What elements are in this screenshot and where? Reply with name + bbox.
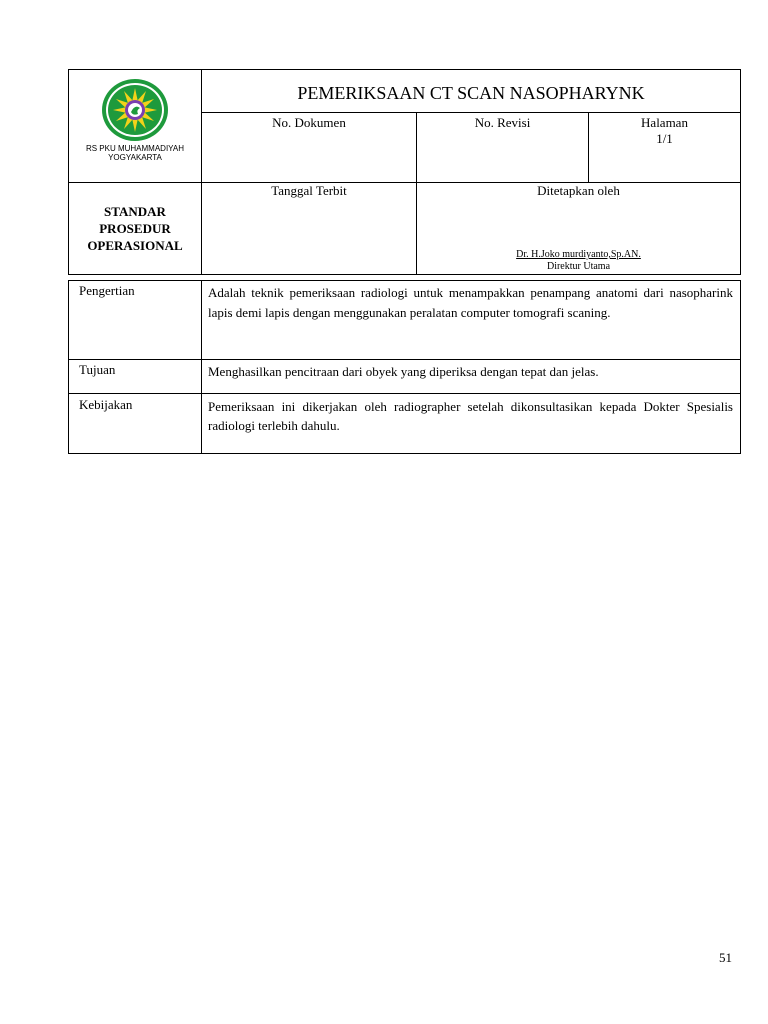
signer-name: Dr. H.Joko murdiyanto,Sp.AN. — [516, 249, 641, 260]
row-label-tujuan: Tujuan — [79, 362, 116, 377]
document-title: PEMERIKSAAN CT SCAN NASOPHARYNK — [297, 83, 645, 103]
tanggal-terbit-label: Tanggal Terbit — [271, 183, 347, 198]
row-label-kebijakan: Kebijakan — [79, 397, 133, 412]
row-label-pengertian: Pengertian — [79, 283, 135, 298]
no-dokumen-label: No. Dokumen — [272, 115, 346, 130]
sop-label: STANDAR PROSEDUR OPERASIONAL — [87, 204, 183, 253]
no-revisi-label: No. Revisi — [474, 115, 531, 130]
row-text-kebijakan: Pemeriksaan ini dikerjakan oleh radiographer setelah dikonsultasikan kepada Dokter Spesialis radiologi terlebih dahulu. — [208, 399, 733, 433]
signer-title: Direktur Utama — [546, 261, 611, 272]
hospital-logo — [101, 78, 169, 142]
institution-name: RS PKU MUHAMMADIYAH YOGYAKARTA — [85, 144, 185, 162]
row-text-pengertian: Adalah teknik pemeriksaan radiologi untuk menampakkan penampang anatomi dari nasopharink lapis demi lapis dengan menggunakan peralatan computer tomografi scaning. — [208, 285, 733, 320]
halaman-value: 1/1 — [656, 131, 673, 146]
ditetapkan-label: Ditetapkan oleh — [537, 183, 620, 198]
page-number: 51 — [719, 950, 732, 965]
halaman-label: Halaman — [641, 115, 688, 130]
row-text-tujuan: Menghasilkan pencitraan dari obyek yang diperiksa dengan tepat dan jelas. — [208, 364, 599, 379]
